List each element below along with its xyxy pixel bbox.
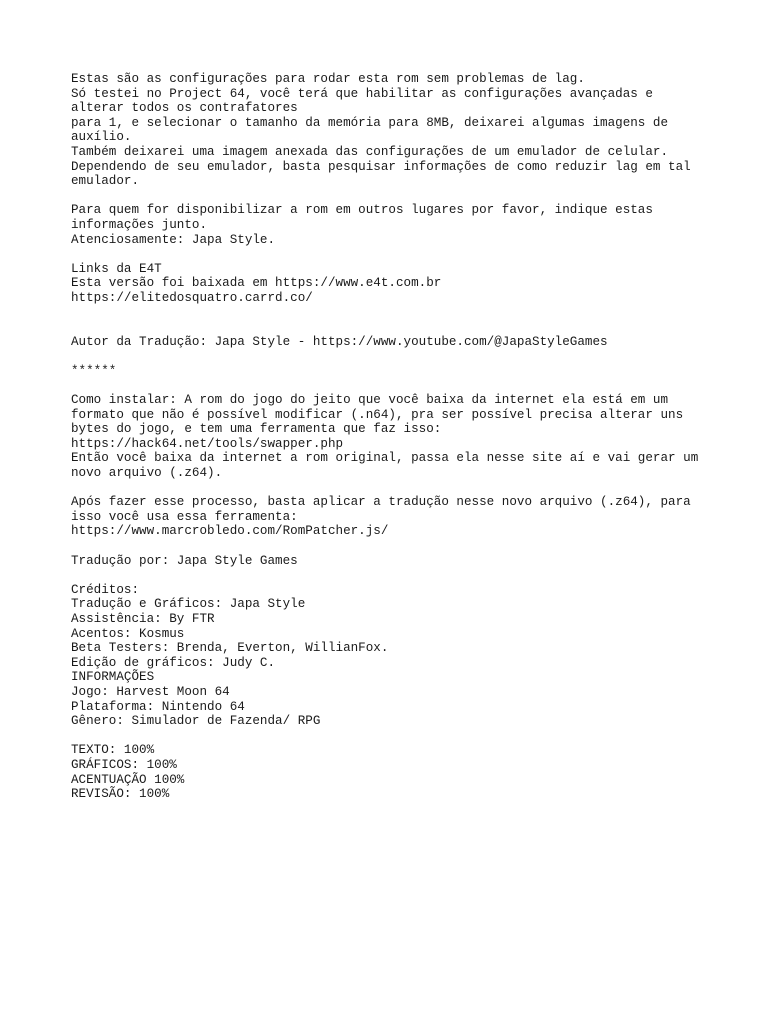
blank-line bbox=[71, 729, 751, 744]
blank-line bbox=[71, 306, 751, 321]
notice-line: Para quem for disponibilizar a rom em outros lugares por favor, indique estas bbox=[71, 203, 653, 218]
install-line: novo arquivo (.z64). bbox=[71, 466, 223, 481]
links-url: https://elitedosquatro.carrd.co/ bbox=[71, 290, 313, 305]
credits-line: Tradução e Gráficos: Japa Style bbox=[71, 597, 306, 612]
separator-line: ****** bbox=[71, 363, 117, 378]
credits-line: Edição de gráficos: Judy C. bbox=[71, 655, 276, 670]
blank-line bbox=[71, 378, 751, 393]
credits-line: Beta Testers: Brenda, Everton, WillianFox. bbox=[71, 641, 389, 656]
links-heading: Links da E4T bbox=[71, 261, 162, 276]
install-line: bytes do jogo, e tem uma ferramenta que faz isso: bbox=[71, 422, 442, 437]
intro-line: para 1, e selecionar o tamanho da memória para 8MB, deixarei algumas imagens de bbox=[71, 115, 669, 130]
swapper-url: https://hack64.net/tools/swapper.php bbox=[71, 436, 344, 451]
install-line: Então você baixa da internet a rom original, passa ela nesse site aí e vai gerar um bbox=[71, 451, 699, 466]
links-line: Esta versão foi baixada em https://www.e4t.com.br bbox=[71, 276, 442, 291]
progress-line: GRÁFICOS: 100% bbox=[71, 757, 177, 772]
intro-line: Dependendo de seu emulador, basta pesquisar informações de como reduzir lag em tal bbox=[71, 159, 691, 174]
intro-line: Estas são as configurações para rodar esta rom sem problemas de lag. bbox=[71, 72, 585, 86]
patch-line: isso você usa essa ferramenta: bbox=[71, 509, 298, 524]
blank-line bbox=[71, 247, 751, 262]
blank-line bbox=[71, 568, 751, 583]
info-heading: INFORMAÇÕES bbox=[71, 670, 155, 685]
credits-line: Acentos: Kosmus bbox=[71, 626, 185, 641]
credits-line: Assistência: By FTR bbox=[71, 611, 215, 626]
intro-line: Também deixarei uma imagem anexada das configurações de um emulador de celular. bbox=[71, 144, 669, 159]
credits-heading: Créditos: bbox=[71, 582, 140, 597]
document-body bbox=[71, 72, 751, 802]
blank-line bbox=[71, 539, 751, 554]
intro-line: emulador. bbox=[71, 174, 140, 189]
info-line: Plataforma: Nintendo 64 bbox=[71, 699, 245, 714]
translator-line: Tradução por: Japa Style Games bbox=[71, 553, 298, 568]
signature-line: Atenciosamente: Japa Style. bbox=[71, 232, 276, 247]
blank-line bbox=[71, 349, 751, 364]
install-line: Como instalar: A rom do jogo do jeito que você baixa da internet ela está em um bbox=[71, 393, 669, 408]
author-line: Autor da Tradução: Japa Style - https://www.youtube.com/@JapaStyleGames bbox=[71, 334, 608, 349]
info-line: Jogo: Harvest Moon 64 bbox=[71, 684, 230, 699]
info-line: Gênero: Simulador de Fazenda/ RPG bbox=[71, 714, 321, 729]
blank-line bbox=[71, 189, 751, 204]
blank-line bbox=[71, 481, 751, 496]
rompatcher-url: https://www.marcrobledo.com/RomPatcher.js/ bbox=[71, 524, 389, 539]
progress-line: REVISÃO: 100% bbox=[71, 787, 170, 802]
install-line: formato que não é possível modificar (.n64), pra ser possível precisa alterar uns bbox=[71, 407, 684, 422]
intro-line: alterar todos os contrafatores bbox=[71, 101, 298, 116]
notice-line: informações junto. bbox=[71, 217, 208, 232]
patch-line: Após fazer esse processo, basta aplicar a tradução nesse novo arquivo (.z64), para bbox=[71, 495, 691, 510]
progress-line: TEXTO: 100% bbox=[71, 743, 155, 758]
intro-line: Só testei no Project 64, você terá que habilitar as configurações avançadas e bbox=[71, 86, 653, 101]
intro-line: auxílio. bbox=[71, 130, 132, 145]
blank-line bbox=[71, 320, 751, 335]
progress-line: ACENTUAÇÃO 100% bbox=[71, 772, 185, 787]
